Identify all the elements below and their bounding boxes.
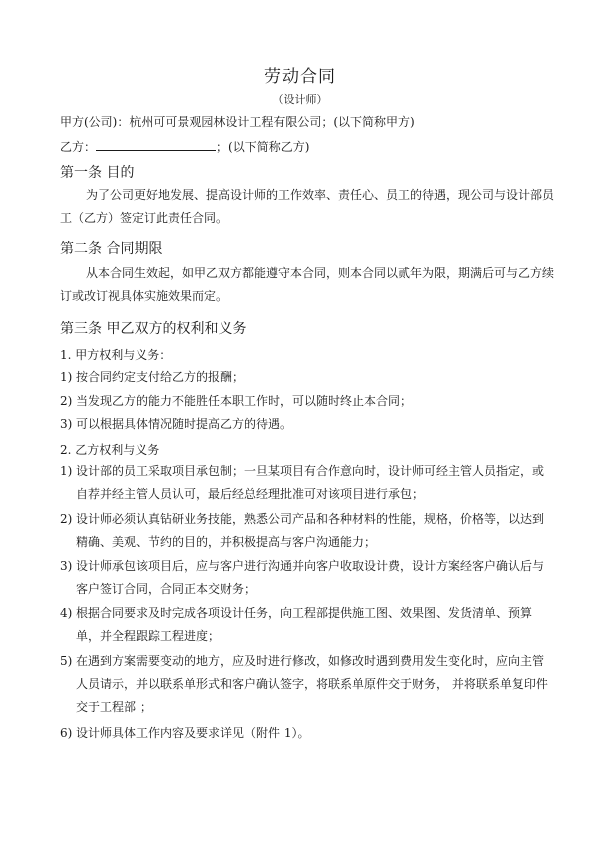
item-text: 按合同约定支付给乙方的报酬； (76, 370, 245, 384)
list-item (60, 555, 555, 601)
item-number: 4) (60, 606, 73, 620)
article2-heading: 第二条 合同期限 (60, 241, 163, 257)
item-number: 3) (60, 559, 73, 573)
list-item (60, 390, 555, 413)
item-text: 设计部的员工采取项目承包制；一旦某项目有合作意向时，设计师可经主管人员指定，或自荐并经主管人员认可，最后经总经理批准可对该项目进行承包； (76, 464, 545, 501)
section-b-heading: 2. 乙方权利与义务 (60, 443, 160, 457)
party-b-label: 乙方： (60, 140, 97, 154)
article1-body: 为了公司更好地发展、提高设计师的工作效率、责任心、员工的待遇，现公司与设计部员工（乙方）签定订此责任合同。 (60, 188, 555, 225)
article3-heading: 第三条 甲乙双方的权利和义务 (60, 321, 247, 337)
item-number: 1) (60, 464, 73, 478)
item-text: 可以根据具体情况随时提高乙方的待遇。 (76, 417, 293, 431)
item-text: 根据合同要求及时完成各项设计任务，向工程部提供施工图、效果图、发货清单、预算单，并全程跟踪工程进度； (76, 606, 533, 643)
item-number: 2) (60, 512, 73, 526)
item-text: 当发现乙方的能力不能胜任本职工作时，可以随时终止本合同； (76, 394, 413, 408)
list-item (60, 722, 555, 745)
document-subtitle: （设计师） (272, 93, 328, 106)
party-b-suffix: ；(以下简称乙方) (216, 140, 310, 154)
document-title: 劳动合同 (264, 67, 336, 87)
list-item (60, 508, 555, 554)
item-text: 设计师具体工作内容及要求详见（附件 1）。 (76, 726, 310, 740)
list-item (60, 602, 555, 648)
party-b-line (60, 138, 309, 155)
item-number: 1) (60, 370, 73, 384)
section-a-heading: 1. 甲方权利与义务： (60, 348, 172, 362)
list-item (60, 366, 555, 389)
item-text: 在遇到方案需要变动的地方，应及时进行修改，如修改时遇到费用发生变化时，应向主管人员请示，并以联系单形式和客户确认签字，将联系单原件交于财务， 并将联系单复印件交于工程部 ； (76, 654, 548, 714)
article1-heading: 第一条 目的 (60, 165, 135, 181)
item-number: 6) (60, 726, 73, 740)
item-number: 2) (60, 394, 73, 408)
party-a-line: 甲方(公司)：杭州可可景观园林设计工程有限公司；(以下简称甲方) (60, 115, 415, 129)
list-item (60, 650, 555, 719)
item-text: 设计师必须认真钻研业务技能，熟悉公司产品和各种材料的性能，规格，价格等，以达到精确、美观、节约的目的，并积极提高与客户沟通能力； (76, 512, 545, 549)
list-item (60, 460, 555, 506)
list-item (60, 413, 555, 436)
item-number: 3) (60, 417, 73, 431)
party-b-blank (96, 140, 216, 151)
item-text: 设计师承包该项目后，应与客户进行沟通并向客户收取设计费，设计方案经客户确认后与客户签订合同，合同正本交财务； (76, 559, 545, 596)
item-number: 5) (60, 654, 73, 668)
article2-body: 从本合同生效起，如甲乙双方都能遵守本合同，则本合同以贰年为限，期满后可与乙方续订或改订视具体实施效果而定。 (60, 266, 555, 303)
